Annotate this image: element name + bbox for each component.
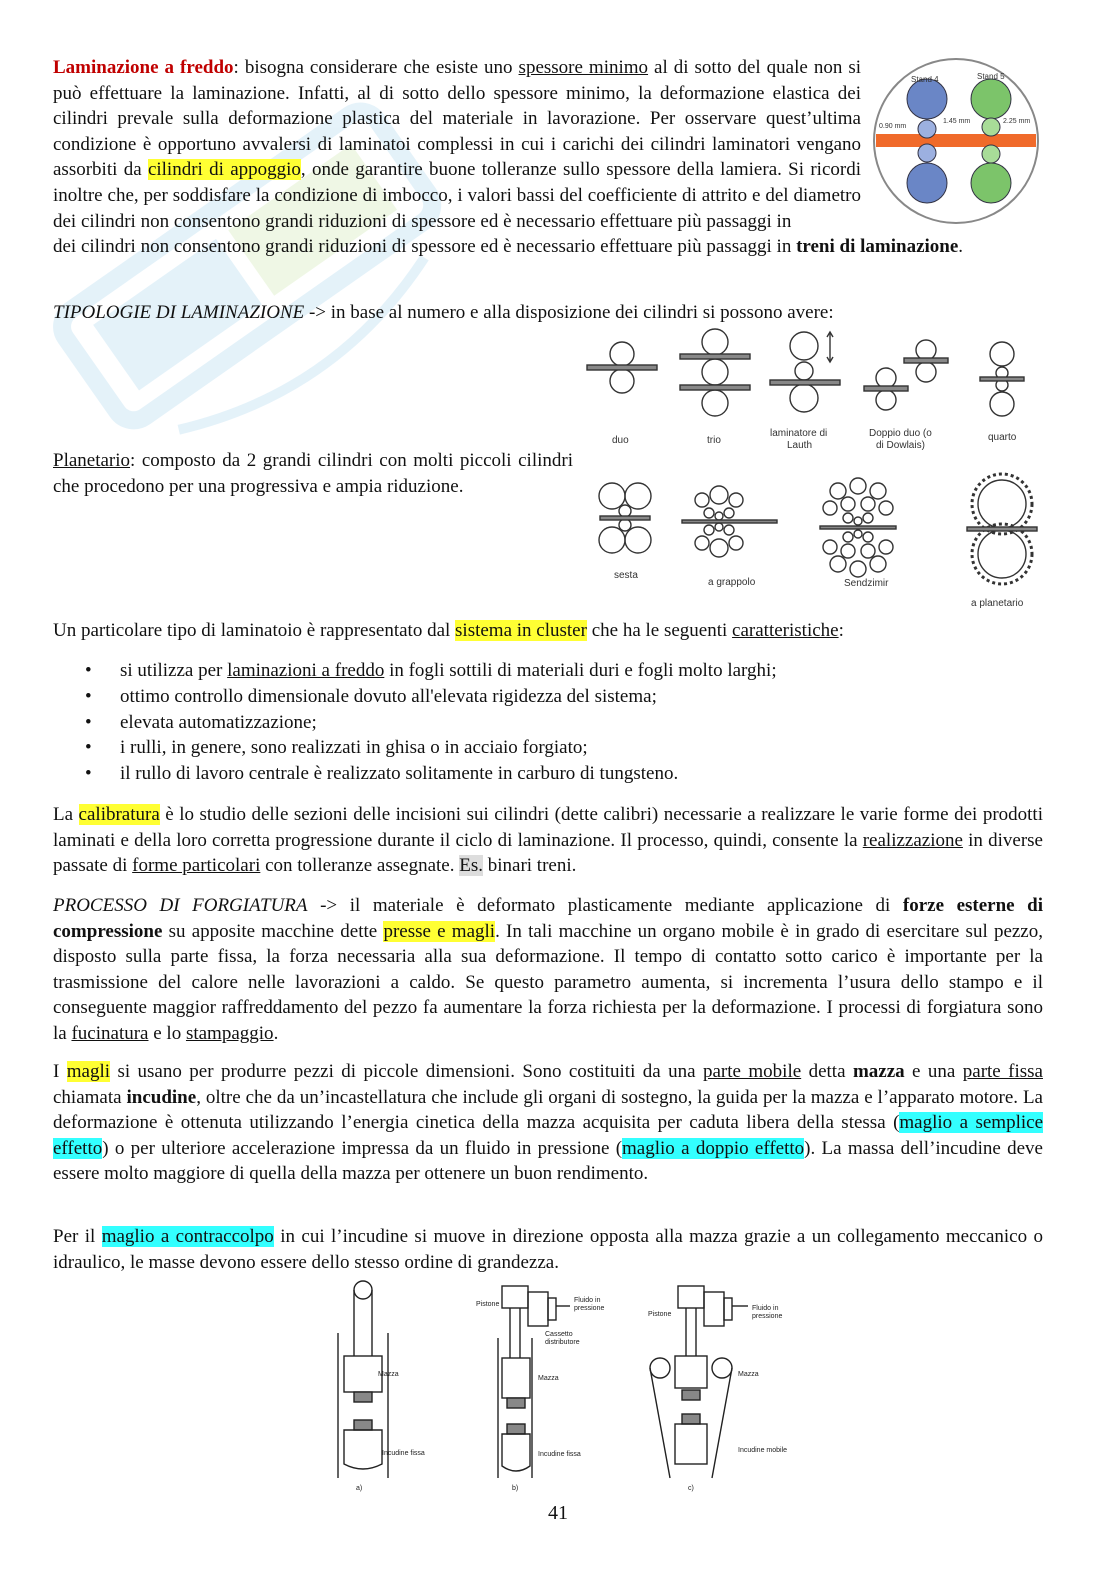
text-span: : bisogna considerare che esiste uno [233, 57, 519, 78]
text-span: , oltre che da un’incastellatura che include gli organi di sostegno, la guida per la mazza e l’apparato motore. La deformazione è ottenuta utilizzando l’energia cinetica della mazza acquisita per caduta libera della stessa ( [53, 1086, 1043, 1134]
page-number: 41 [548, 1502, 568, 1524]
underlined-term: parte mobile [703, 1061, 802, 1082]
label-c: c) [688, 1485, 694, 1492]
text-span: e una [904, 1061, 963, 1082]
quarto-diagram [980, 342, 1024, 416]
text-span: I [53, 1061, 67, 1082]
text-span: : [838, 620, 844, 641]
paragraph-cold-rolling-cont [53, 234, 1043, 260]
highlighted-term: maglio a doppio effetto [622, 1137, 805, 1159]
highlighted-term: maglio a semplice effetto [53, 1112, 1043, 1159]
stand5-label: Stand 5 [977, 72, 1005, 81]
label-a: a) [356, 1485, 363, 1492]
text-span: -> in base al numero e alla disposizione dei cilindri si possono avere: [304, 302, 834, 323]
underlined-term: laminazioni a freddo [227, 660, 385, 681]
text-span: al di sotto del quale non si può effettuare la laminazione. Infatti, al di sotto dello spessore minimo, la deformazione elastica dei cilindri prevale sulla deformazione plastica del materiale in lavorazione. Per osservare quest’ultima condizione è opportuno avvalersi di laminatoi complessi in cui i carichi dei cilindri laminatori vengano assorbiti da [53, 57, 861, 181]
text-span: dei cilindri non consentono grandi riduzioni di spessore ed è necessario effettuare più passaggi in [53, 236, 797, 257]
label-b-cassetto-2: distributore [545, 1339, 580, 1346]
sesta-diagram [599, 483, 651, 553]
underlined-term: spessore minimo [518, 57, 649, 78]
text-span: , onde garantire buone tolleranze sullo spessore della lamiera. Si ricordi inoltre che, per soddisfare la condizione di imbocco, i valori bassi del coefficiente di attrito e del diametro dei cilindri non consentono grandi riduzioni di spessore ed è necessario effettuare più passaggi in [53, 159, 861, 232]
label-trio: trio [707, 435, 721, 446]
paragraph-cold-rolling [53, 55, 861, 234]
text-span: . In tali macchine un organo mobile è in grado di esercitare sul pezzo, disposto sulla parte fissa, la forza necessaria alla sua deformazione. Il tempo di contatto sotto carico è importante per la trasmissione del calore nelle lavorazioni a caldo. Se questo parametro aumenta, si incrementa l’usura dello stampo e il conseguente maggior raffreddamento del pezzo fa aumentare la forza richiesta per la deformazione. I processi di forgiatura sono la [53, 920, 1043, 1044]
paragraph-counterblow [53, 1224, 1043, 1275]
label-duo: duo [612, 435, 629, 446]
underlined-term: stampaggio [185, 1022, 274, 1044]
text-span: ). La massa dell’incudine deve essere molto maggiore di quella della mazza per ottenere un buon rendimento. [53, 1137, 1043, 1185]
label-dowlais-2: di Dowlais) [876, 440, 925, 451]
trio-diagram [680, 329, 750, 416]
underlined-term: forme particolari [132, 855, 261, 877]
text-span: è lo studio delle sezioni delle incisioni sui cilindri (dette calibri) necessarie a realizzare le varie forme dei prodotti laminati e della loro corretta progressione durante il ciclo di laminazione. Il processo, quindi, consente la [53, 804, 1043, 851]
text-span: ) o per ulteriore accelerazione impressa da un fluido in pressione ( [102, 1137, 623, 1159]
stand5-backup-roll-bottom [971, 163, 1011, 203]
sendzimir-diagram [820, 478, 896, 577]
hammers-figure [330, 1278, 810, 1496]
text-span: . [273, 1022, 279, 1044]
thickness-label-2: 1.45 mm [943, 118, 971, 125]
highlighted-term: magli [66, 1061, 111, 1082]
label-c-fluido-1: Fluido in [752, 1305, 779, 1312]
thickness-label-3: 2.25 mm [1003, 118, 1031, 125]
underlined-term: parte fissa [962, 1061, 1043, 1082]
hammer-b-diagram [498, 1286, 570, 1478]
label-lauth-1: laminatore di [770, 428, 828, 439]
stand5-work-roll-top [982, 118, 1000, 136]
text-span: detta [801, 1061, 853, 1082]
lauth-diagram [770, 332, 840, 412]
text-span: con tolleranze assegnate. [260, 855, 460, 877]
paragraph-rolling-types [53, 300, 1043, 326]
label-b-incudine: Incudine fissa [538, 1451, 581, 1458]
label-planetario: a planetario [971, 598, 1024, 609]
label-sesta: sesta [614, 570, 638, 581]
highlighted-term: calibratura [78, 804, 160, 825]
stand4-work-roll-top [918, 120, 936, 138]
stand4-label: Stand 4 [911, 75, 939, 84]
list-item: • elevata automatizzazione; [85, 710, 777, 736]
text-span: : composto da 2 grandi cilindri con molti piccoli cilindri che procedono per una progressiva e ampia riduzione. [53, 450, 573, 497]
italic-heading: PROCESSO DI FORGIATURA [53, 895, 308, 916]
cluster-features-list [85, 658, 777, 787]
label-b-mazza: Mazza [538, 1375, 559, 1382]
bold-term: treni di laminazione [796, 236, 959, 257]
label-c-fluido-2: pressione [752, 1313, 783, 1320]
paragraph-forging [53, 893, 1043, 1047]
highlighted-term: Es. [459, 855, 483, 877]
highlighted-term: sistema in cluster [455, 620, 587, 641]
text-span: La [53, 804, 79, 825]
stand5-work-roll-bottom [982, 145, 1000, 163]
paragraph-calibration [53, 802, 1043, 879]
label-b-fluido-2: pressione [574, 1305, 605, 1312]
text-span: in fogli sottili di materiali duri e fogli molto larghi; [384, 660, 777, 681]
italic-heading: TIPOLOGIE DI LAMINAZIONE [53, 302, 305, 323]
text-span: in diverse passate di [53, 829, 1043, 877]
cluster-diagram [682, 486, 777, 557]
label-b-cassetto-1: Cassetto [545, 1331, 573, 1338]
bold-term: incudine [126, 1086, 197, 1108]
label-b-pistone: Pistone [476, 1301, 500, 1308]
text-span: si utilizza per [120, 660, 228, 681]
text-span: binari treni. [482, 855, 577, 877]
highlighted-term: cilindri di appoggio [147, 159, 301, 181]
stand4-work-roll-bottom [918, 144, 936, 162]
stand5-backup-roll-top [971, 79, 1011, 119]
label-b: b) [512, 1485, 519, 1492]
paragraph-hammers [53, 1059, 1043, 1187]
text-span: chiamata [53, 1086, 127, 1108]
text-span: -> il materiale è deformato plasticamente mediante applicazione di [307, 895, 903, 916]
stand4-backup-roll-bottom [907, 163, 947, 203]
label-c-pistone: Pistone [648, 1311, 672, 1318]
label-quarto: quarto [988, 432, 1017, 443]
list-item [85, 658, 777, 684]
label-c-mazza: Mazza [738, 1371, 759, 1378]
label-grappolo: a grappolo [708, 577, 756, 588]
text-span: in cui l’incudine si muove in direzione opposta alla mazza grazie a un collegamento meccanico o idraulico, le masse devono essere dello stesso ordine di grandezza. [53, 1226, 1043, 1273]
hammer-a-diagram [338, 1281, 388, 1478]
text-span: Un particolare tipo di laminatoio è rappresentato dal [53, 620, 456, 641]
list-item: • i rulli, in genere, sono realizzati in ghisa o in acciaio forgiato; [85, 735, 777, 761]
bold-term: forze esterne di compressione [53, 895, 1044, 942]
highlighted-term: maglio a contraccolpo [101, 1226, 274, 1247]
text-span: e lo [148, 1022, 186, 1044]
highlighted-term: presse e magli [383, 920, 496, 942]
dowlais-diagram [864, 340, 948, 410]
text-span: si usano per produrre pezzi di piccole dimensioni. Sono costituiti da una [110, 1061, 703, 1082]
list-item: • il rullo di lavoro centrale è realizzato solitamente in carburo di tungsteno. [85, 761, 777, 787]
thickness-label-1: 0.90 mm [879, 123, 907, 130]
label-b-fluido-1: Fluido in [574, 1297, 601, 1304]
list-item: • ottimo controllo dimensionale dovuto all'elevata rigidezza del sistema; [85, 684, 777, 710]
text-span: . [958, 236, 964, 257]
paragraph-planetary [53, 448, 573, 499]
stand4-backup-roll-top [907, 79, 947, 119]
text-span: Per il [53, 1226, 102, 1247]
paragraph-cluster [53, 618, 1043, 644]
label-dowlais-1: Doppio duo (o [869, 428, 932, 439]
planetary-diagram [967, 474, 1037, 584]
duo-diagram [587, 342, 657, 393]
label-a-mazza: Mazza [378, 1371, 399, 1378]
rolling-stands-figure [871, 55, 1041, 227]
underlined-term: Planetario [53, 450, 131, 471]
underlined-term: realizzazione [862, 829, 963, 851]
text-span: che ha le seguenti [586, 620, 733, 641]
bold-term: mazza [852, 1061, 905, 1082]
label-a-incudine: Incudine fissa [382, 1450, 425, 1457]
mill-types-figure [582, 328, 1042, 613]
label-c-incudine: Incudine mobile [738, 1447, 788, 1454]
text-span: su apposite macchine dette [162, 920, 384, 942]
underlined-term: caratteristiche [732, 620, 839, 641]
section-title-cold-rolling: Laminazione a freddo [53, 57, 234, 78]
underlined-term: fucinatura [71, 1022, 149, 1044]
label-lauth-2: Lauth [787, 440, 813, 451]
label-sendzimir: Sendzimir [844, 578, 889, 589]
strip [876, 134, 1036, 147]
